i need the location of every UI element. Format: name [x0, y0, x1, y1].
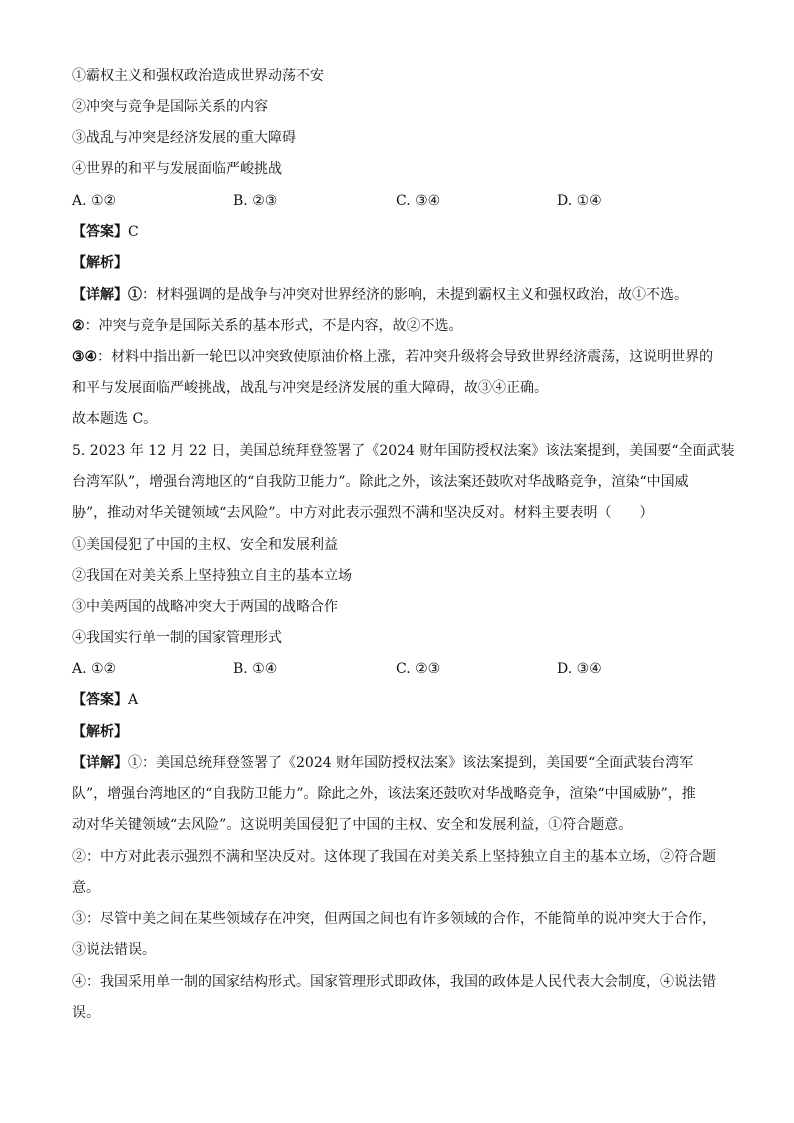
q4-detail-line-4 [72, 378, 724, 398]
q5-detail-line-2: 队”，增强台湾地区的“自我防卫能力”。除此之外，该法案还鼓吹对华战略竞争，渲染“中国威胁”，推 [72, 786, 696, 802]
q4-answer-label: 【答案】 [72, 224, 128, 240]
q5-option-c: C. ②③ [396, 661, 441, 677]
q5-item-4: ④我国实行单一制的国家管理形式 [72, 630, 282, 646]
q4-detail-line-3 [72, 347, 724, 367]
q5-item-3: ③中美两国的战略冲突大于两国的战略合作 [72, 599, 338, 615]
q4-detail-text-4: 和平与发展面临严峻挑战，战乱与冲突是经济发展的重大障碍，故③④正确。 [72, 380, 548, 396]
q5-detail-line-8: ④：我国采用单一制的国家结构形式。国家管理形式即政体，我国的政体是人民代表大会制度，④说法错 [72, 974, 716, 990]
q4-option-c: C. ③④ [396, 193, 441, 209]
q5-stem-line-3: 胁”，推动对华关键领域“去风险”。中方对此表示强烈不满和坚决反对。材料主要表明（ ） [72, 505, 654, 521]
q5-detail-line-3: 动对华关键领域“去风险”。这说明美国侵犯了中国的主权、安全和发展利益，①符合题意。 [72, 817, 633, 833]
q4-conclusion: 故本题选 C。 [72, 411, 158, 427]
q4-answer-line [72, 222, 724, 242]
q5-detail-line-1 [72, 753, 724, 773]
q4-detail-text-1: ：材料强调的是战争与冲突对世界经济的影响，未提到霸权主义和强权政治，故①不选。 [142, 287, 688, 303]
q4-detail-line-1 [72, 285, 724, 305]
q5-option-d: D. ③④ [557, 661, 602, 677]
q5-answer-line [72, 690, 724, 710]
q4-option-b: B. ②③ [233, 193, 278, 209]
q5-detail-line-6: ③：尽管中美之间在某些领域存在冲突，但两国之间也有许多领域的合作，不能简单的说冲突大于合作， [72, 911, 716, 927]
q4-detail-text-2: ：冲突与竞争是国际关系的基本形式，不是内容，故②不选。 [84, 318, 463, 334]
q4-detail-lead-1: ① [128, 287, 142, 303]
q4-detail-line-2 [72, 316, 724, 336]
q4-item-2: ②冲突与竞争是国际关系的内容 [72, 99, 268, 115]
q4-item-4: ④世界的和平与发展面临严峻挑战 [72, 161, 282, 177]
q4-option-d: D. ①④ [557, 193, 602, 209]
q5-answer-value: A [128, 692, 139, 708]
q5-detail-line-5: 意。 [72, 880, 100, 896]
q5-analysis-label: 【解析】 [72, 724, 128, 740]
q5-option-a: A. ①② [72, 661, 117, 677]
q4-analysis-label: 【解析】 [72, 255, 128, 271]
q5-item-2: ②我国在对美关系上坚持独立自主的基本立场 [72, 568, 352, 584]
q5-option-b: B. ①④ [233, 661, 278, 677]
q5-stem-line-1: 5. 2023 年 12 月 22 日，美国总统拜登签署了《2024 财年国防授权法案》该法案提到，美国要“全面武装 [72, 443, 735, 459]
q5-answer-label: 【答案】 [72, 692, 128, 708]
q4-answer-value: C [128, 224, 139, 240]
q4-detail-lead-3: ③④ [72, 349, 98, 365]
q4-detail-lead-2: ② [72, 318, 85, 334]
q5-detail-label: 【详解】 [72, 755, 128, 771]
q4-item-3: ③战乱与冲突是经济发展的重大障碍 [72, 130, 296, 146]
q4-detail-text-3: ：材料中指出新一轮巴以冲突致使原油价格上涨，若冲突升级将会导致世界经济震荡，这说明世界的 [97, 349, 714, 365]
q4-detail-label: 【详解】 [72, 287, 128, 303]
q5-stem-line-2: 台湾军队”，增强台湾地区的“自我防卫能力”。除此之外，该法案还鼓吹对华战略竞争，渲染“中国威 [72, 474, 689, 490]
q5-detail-line-4: ②：中方对此表示强烈不满和坚决反对。这体现了我国在对美关系上坚持独立自主的基本立场，②符合题 [72, 849, 716, 865]
q4-item-1: ①霸权主义和强权政治造成世界动荡不安 [72, 68, 324, 84]
q5-detail-line-7: ③说法错误。 [72, 942, 156, 958]
q5-detail-line-9: 误。 [72, 1005, 100, 1021]
q5-detail-text-1: ①：美国总统拜登签署了《2024 财年国防授权法案》该法案提到，美国要“全面武装台湾军 [128, 755, 694, 771]
q5-item-1: ①美国侵犯了中国的主权、安全和发展利益 [72, 537, 338, 553]
q4-option-a: A. ①② [72, 193, 117, 209]
